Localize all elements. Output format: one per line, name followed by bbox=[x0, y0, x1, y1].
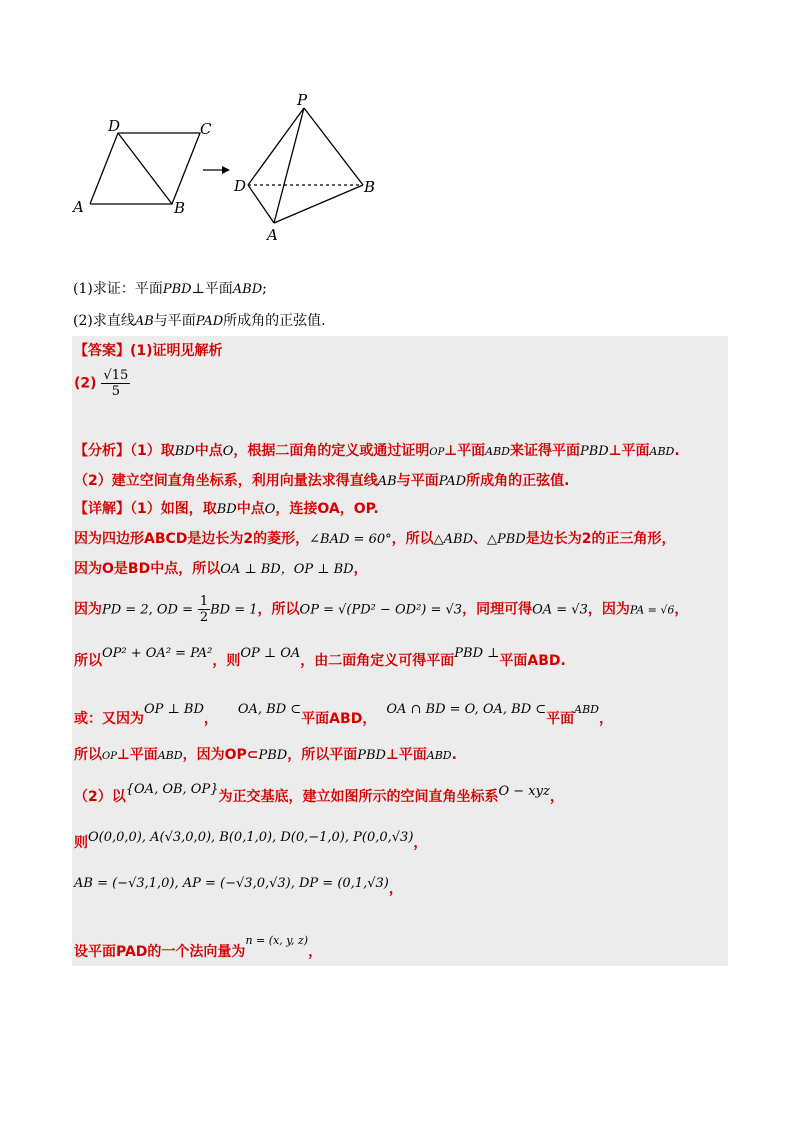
answer-box bbox=[72, 336, 728, 966]
text: 则 bbox=[74, 835, 88, 851]
math: O bbox=[222, 444, 234, 459]
text: ， bbox=[599, 711, 613, 727]
math: OP bbox=[102, 751, 117, 762]
arrow-icon bbox=[203, 166, 230, 174]
detail-line-1 bbox=[74, 498, 379, 518]
text: 中点 bbox=[236, 501, 265, 517]
label-b-right: B bbox=[364, 178, 376, 196]
text: 设平面PAD的一个法向量为 bbox=[74, 944, 246, 960]
math: BD bbox=[216, 502, 237, 517]
fraction-denominator: 2 bbox=[199, 610, 209, 625]
text: ，由二面角定义可得平面 bbox=[300, 653, 455, 669]
text: 或：又因为 bbox=[74, 711, 144, 727]
math: PBD bbox=[357, 748, 386, 763]
fraction-one-half bbox=[198, 594, 210, 625]
text: ，所以 bbox=[391, 531, 434, 547]
math: OP ⊥ BD bbox=[144, 702, 204, 717]
fraction-sqrt15-over-5 bbox=[101, 368, 130, 399]
detail-line-3 bbox=[74, 558, 368, 578]
text: . bbox=[451, 747, 457, 763]
math: △ABD bbox=[433, 532, 473, 547]
q1-math: PBD bbox=[162, 282, 192, 297]
text: 因为O是BD中点，所以 bbox=[74, 561, 221, 577]
analysis-line-2 bbox=[74, 470, 569, 490]
detail-line-4 bbox=[74, 594, 688, 625]
text: 与平面 bbox=[396, 473, 439, 489]
math: ABD bbox=[157, 749, 183, 762]
text: ， bbox=[388, 881, 403, 897]
detail-line-10 bbox=[74, 876, 403, 898]
text: 所成角的正弦值. bbox=[466, 473, 570, 489]
label-a-left: A bbox=[73, 198, 84, 216]
text: 平面ABD. bbox=[499, 653, 566, 669]
math: PBD bbox=[258, 748, 288, 763]
text: ， bbox=[674, 601, 689, 618]
detail-line-8 bbox=[74, 782, 564, 806]
text: 平面 bbox=[546, 711, 575, 727]
math: n = (x, y, z) bbox=[245, 934, 309, 947]
text: ， bbox=[308, 944, 323, 960]
fraction-numerator: √15 bbox=[103, 368, 129, 383]
text: ， bbox=[353, 561, 368, 577]
detail-line-2 bbox=[74, 528, 675, 548]
math: OP ⊥ OA bbox=[240, 646, 301, 661]
detail-line-6 bbox=[74, 702, 613, 728]
text: 所以 bbox=[74, 653, 102, 669]
math: ABD bbox=[574, 703, 599, 716]
detail-line-11 bbox=[74, 934, 322, 961]
q2-text: (2)求直线 bbox=[73, 313, 135, 329]
fraction-denominator: 5 bbox=[111, 384, 120, 399]
text: （2）以 bbox=[74, 789, 126, 805]
q2-math: PAD bbox=[195, 314, 224, 329]
math: PAD bbox=[438, 474, 467, 489]
math: PD = 2, OD = bbox=[102, 602, 193, 618]
text: ，所以平面 bbox=[287, 747, 358, 763]
math: O bbox=[264, 502, 276, 517]
label-c-left: C bbox=[200, 120, 212, 138]
math: ∠BAD = 60° bbox=[309, 532, 392, 547]
math: PA = √6 bbox=[629, 603, 675, 617]
math: O(0,0,0), A(√3,0,0), B(0,1,0), D(0,−1,0), P(0,0,√3) bbox=[88, 830, 414, 845]
math: OA, BD ⊂ bbox=[237, 702, 302, 717]
question-2 bbox=[73, 310, 326, 330]
label-d-right: D bbox=[234, 177, 247, 195]
text: 因为 bbox=[74, 601, 102, 618]
math: OP bbox=[429, 447, 445, 458]
text: 中点 bbox=[194, 443, 223, 459]
analysis-line-1 bbox=[74, 440, 680, 460]
label-d-left: D bbox=[108, 117, 121, 135]
text: ， bbox=[203, 711, 218, 727]
q1-math: ABD bbox=[232, 282, 263, 297]
detail-line-9 bbox=[74, 830, 427, 852]
math: PBD bbox=[580, 444, 609, 459]
text: ，因为 bbox=[587, 601, 630, 618]
text: ，因为OP⊂ bbox=[182, 747, 259, 763]
text: ， bbox=[413, 835, 428, 851]
q2-math: AB bbox=[134, 314, 154, 329]
q1-text: (1)求证：平面 bbox=[73, 281, 163, 297]
text: 【分析】（1）取 bbox=[74, 443, 175, 459]
math: OA ⊥ BD，OP ⊥ BD bbox=[220, 562, 354, 577]
text: 是边长为2的正三角形， bbox=[525, 531, 676, 547]
text: 来证得平面 bbox=[510, 443, 580, 459]
answer-line-2 bbox=[74, 368, 130, 399]
text: ，同理可得 bbox=[462, 601, 533, 618]
text: 为正交基底，建立如图所示的空间直角坐标系 bbox=[218, 789, 499, 805]
math: AB bbox=[377, 474, 397, 489]
math: PBD ⊥ bbox=[454, 646, 500, 661]
q1-text: ; bbox=[262, 281, 267, 297]
text: ⊥平面 bbox=[608, 443, 650, 459]
q2-text: 与平面 bbox=[153, 313, 196, 329]
math: ABD bbox=[426, 749, 452, 762]
question-1 bbox=[73, 278, 267, 298]
text: 所以 bbox=[74, 747, 102, 763]
math: OP² + OA² = PA² bbox=[102, 646, 213, 661]
math: AB = (−√3,1,0), AP = (−√3,0,√3), DP = (0,1,√3) bbox=[74, 876, 389, 891]
tetrahedron-pabd bbox=[248, 108, 363, 223]
math: {OA, OB, OP} bbox=[125, 782, 219, 797]
text: ，连接OA，OP. bbox=[275, 501, 379, 517]
label-p: P bbox=[297, 91, 308, 109]
math: O − xyz bbox=[498, 784, 550, 799]
label-a-right: A bbox=[267, 226, 278, 244]
answer-line-1: 【答案】(1)证明见解析 bbox=[74, 343, 223, 359]
math: OA ∩ BD = O, OA, BD ⊂ bbox=[386, 702, 547, 717]
q1-text: ⊥平面 bbox=[191, 281, 233, 297]
math: ABD bbox=[649, 445, 675, 458]
math: BD bbox=[174, 444, 195, 459]
detail-line-7 bbox=[74, 744, 457, 764]
math: ABD bbox=[485, 445, 510, 458]
text: ，根据二面角的定义或通过证明 bbox=[233, 443, 430, 459]
math: △PBD bbox=[487, 532, 526, 547]
rhombus-abcd bbox=[90, 133, 200, 204]
text: ，所以 bbox=[257, 601, 300, 618]
text: 平面ABD， bbox=[301, 711, 377, 727]
text: ⊥平面 bbox=[116, 747, 158, 763]
fraction-numerator: 1 bbox=[199, 594, 209, 609]
text: ， bbox=[549, 789, 564, 805]
geometry-figure bbox=[60, 90, 400, 250]
math: OA = √3 bbox=[532, 602, 588, 618]
text: ⊥平面 bbox=[444, 443, 486, 459]
detail-line-5 bbox=[74, 646, 566, 670]
math: BD = 1 bbox=[210, 602, 258, 618]
text: 、 bbox=[473, 531, 487, 547]
math: OP = √(PD² − OD²) = √3 bbox=[299, 602, 463, 618]
part-label: (2) bbox=[74, 375, 97, 392]
q2-text: 所成角的正弦值. bbox=[223, 313, 326, 329]
text: 【详解】（1）如图，取 bbox=[74, 501, 217, 517]
text: . bbox=[674, 443, 680, 459]
label-b-left: B bbox=[174, 199, 186, 217]
text: ，则 bbox=[212, 653, 241, 669]
text: （2）建立空间直角坐标系，利用向量法求得直线 bbox=[74, 473, 378, 489]
text: 因为四边形ABCD是边长为2的菱形， bbox=[74, 531, 310, 547]
text: ⊥平面 bbox=[385, 747, 427, 763]
